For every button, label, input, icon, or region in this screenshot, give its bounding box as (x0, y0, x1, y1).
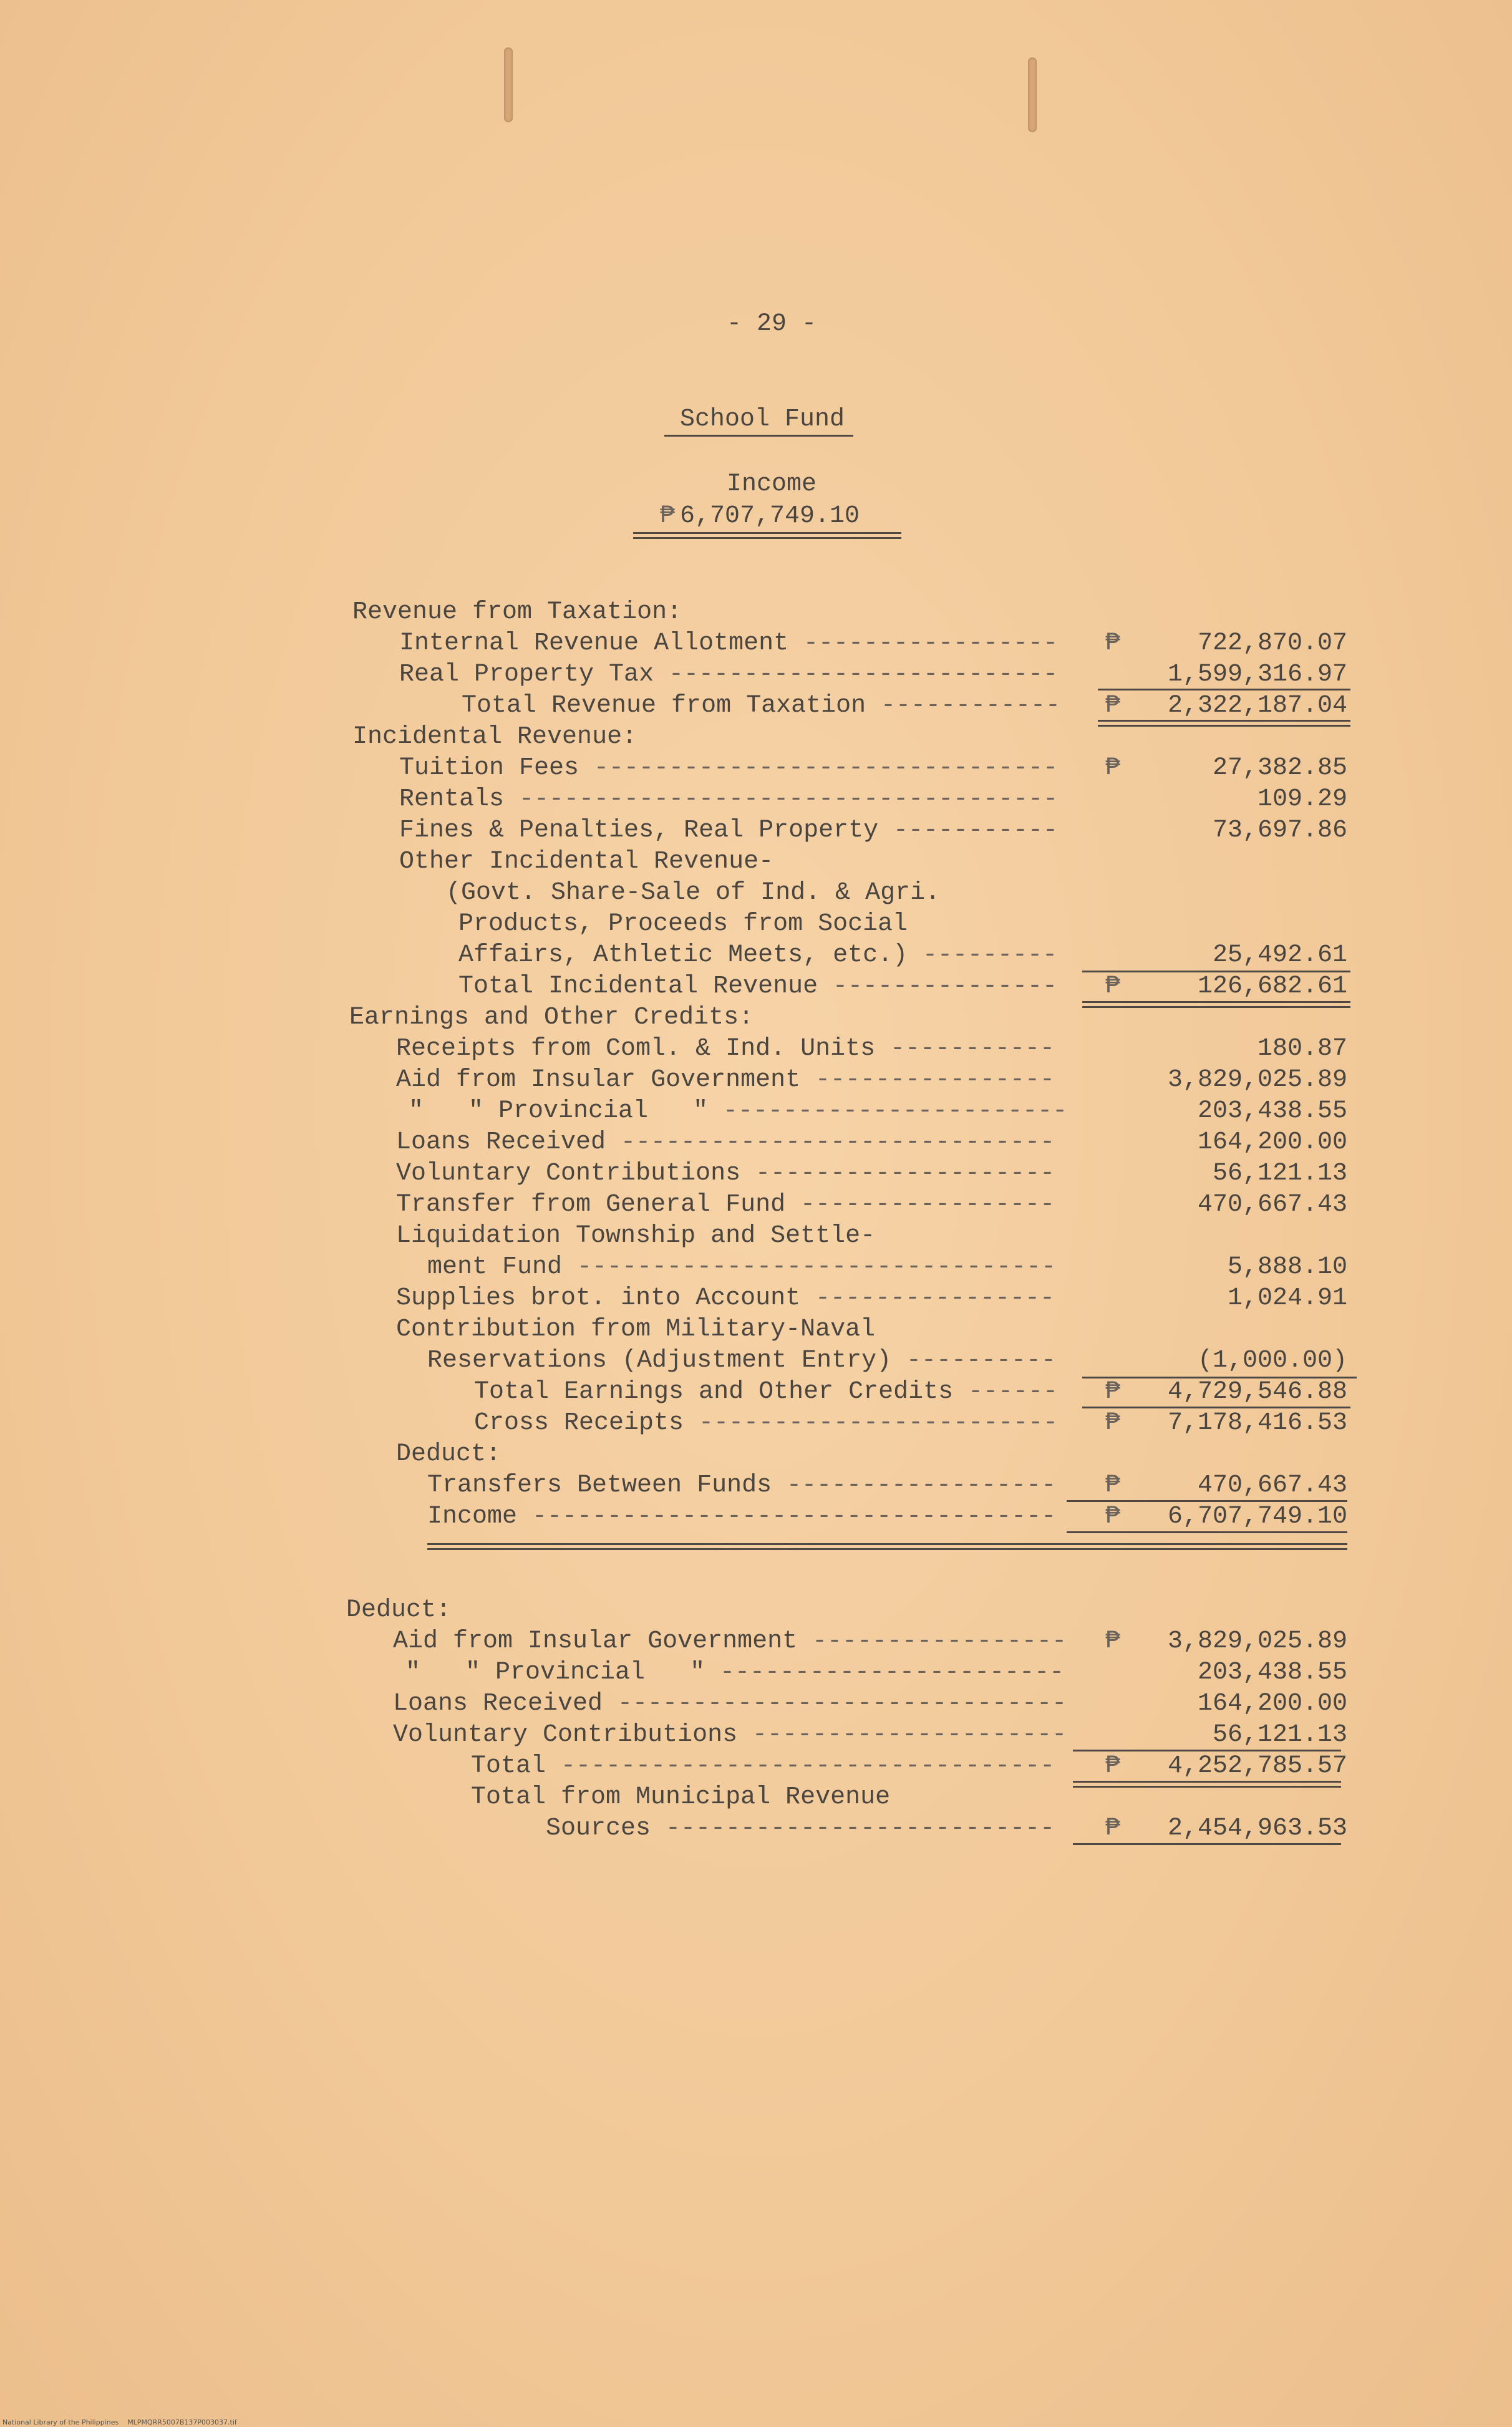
peso-sign: ₱ (1105, 972, 1121, 1000)
dot-leader: ------------------------------- (594, 754, 1059, 782)
dot-leader: -------------------- (755, 1160, 1055, 1188)
dot-leader: ------------------------ (699, 1409, 1059, 1437)
dot-leader: ----------------- (803, 629, 1059, 657)
line-label-total: Total (471, 1752, 546, 1780)
amount-109-29: 109.29 (1257, 785, 1347, 813)
line-label-liquidation-township-and-settle: Liquidation Township and Settle- (396, 1222, 876, 1250)
amount-27-382-85: 27,382.85 (1212, 754, 1347, 782)
amount-3-829-025-89: 3,829,025.89 (1167, 1066, 1347, 1094)
amount-126-682-61: 126,682.61 (1197, 972, 1347, 1000)
peso-sign: ₱ (1105, 1471, 1121, 1499)
line-label-govt-share-sale-of-ind-agri: (Govt. Share-Sale of Ind. & Agri. (446, 879, 941, 907)
dot-leader: ---------------- (815, 1284, 1055, 1312)
underline-rule (1098, 725, 1350, 727)
line-label-supplies-brot-into-account: Supplies brot. into Account (396, 1284, 801, 1312)
line-label-total-revenue-from-taxation: Total Revenue from Taxation (462, 692, 866, 720)
dot-leader: ----------- (890, 1035, 1055, 1063)
line-label-voluntary-contributions: Voluntary Contributions (393, 1721, 738, 1749)
line-label-ment-fund: ment Fund (427, 1253, 563, 1281)
amount-1-024-91: 1,024.91 (1227, 1284, 1347, 1312)
peso-sign: ₱ (1105, 1752, 1121, 1780)
amount-56-121-13: 56,121.13 (1212, 1721, 1347, 1749)
dot-leader: ---------------- (815, 1066, 1055, 1094)
line-label-other-incidental-revenue: Other Incidental Revenue- (399, 848, 774, 876)
amount-3-829-025-89: 3,829,025.89 (1167, 1627, 1347, 1655)
binding-hole-left (504, 47, 513, 122)
amount-164-200-00: 164,200.00 (1197, 1128, 1347, 1156)
dot-leader: -------------------------- (666, 1814, 1055, 1843)
amount-5-888-10: 5,888.10 (1227, 1253, 1347, 1281)
line-label-loans-received: Loans Received (396, 1128, 606, 1156)
underline-rule (1073, 1781, 1341, 1783)
dot-leader: --------------- (833, 972, 1058, 1000)
line-label-transfer-from-general-fund: Transfer from General Fund (396, 1191, 786, 1219)
underline-rule (1067, 1531, 1347, 1533)
line-label-sources: Sources (546, 1814, 651, 1843)
amount-180-87: 180.87 (1257, 1035, 1347, 1063)
amount-1-599-316-97: 1,599,316.97 (1167, 661, 1347, 689)
peso-sign: ₱ (1105, 1378, 1121, 1406)
amount-2-454-963-53: 2,454,963.53 (1167, 1814, 1347, 1843)
dot-leader: ------------------------------ (618, 1690, 1067, 1718)
peso-sign: ₱ (1105, 1627, 1121, 1655)
dot-leader: ------------------ (787, 1471, 1057, 1499)
dot-leader: ------ (968, 1378, 1059, 1406)
dot-leader: ----------------- (812, 1627, 1067, 1655)
line-label-products-proceeds-from-social: Products, Proceeds from Social (458, 910, 908, 938)
peso-sign: ₱ (1105, 1409, 1121, 1437)
dot-leader: --------- (923, 941, 1058, 969)
amount-56-121-13: 56,121.13 (1212, 1160, 1347, 1188)
amount-470-667-43: 470,667.43 (1197, 1471, 1347, 1499)
underline-rule (1073, 1786, 1341, 1788)
amount-203-438-55: 203,438.55 (1197, 1659, 1347, 1687)
amount-722-870-07: 722,870.07 (1197, 629, 1347, 657)
line-label-aid-from-insular-government: Aid from Insular Government (396, 1066, 801, 1094)
underline-rule (427, 1543, 1347, 1545)
dot-leader: --------------------- (752, 1721, 1067, 1749)
underline-rule (1082, 1006, 1350, 1008)
dot-leader: ---------- (906, 1347, 1057, 1375)
amount-164-200-00: 164,200.00 (1197, 1690, 1347, 1718)
amount-25-492-61: 25,492.61 (1212, 941, 1347, 969)
dot-leader: --------------------------------- (561, 1752, 1055, 1780)
amount-6-707-749-10: 6,707,749.10 (1167, 1503, 1347, 1531)
amount-4-252-785-57: 4,252,785.57 (1167, 1752, 1347, 1780)
line-label-total-from-municipal-revenue: Total from Municipal Revenue (471, 1783, 891, 1811)
amount-470-667-43: 470,667.43 (1197, 1191, 1347, 1219)
line-label-loans-received: Loans Received (393, 1690, 603, 1718)
dot-leader: ----------------------------------- (532, 1503, 1057, 1531)
underline-rule (1073, 1843, 1341, 1845)
amount-4-729-546-88: 4,729,546.88 (1167, 1378, 1347, 1406)
dot-leader: ----------------- (800, 1191, 1055, 1219)
page-number: - 29 - (727, 310, 817, 338)
section-heading-taxation: Revenue from Taxation: (352, 598, 682, 626)
line-label-reservations-adjustment-entry: Reservations (Adjustment Entry) (427, 1347, 892, 1375)
line-label-total-earnings-and-other-credits: Total Earnings and Other Credits (474, 1378, 954, 1406)
dot-leader: ----------------------------- (621, 1128, 1055, 1156)
line-label-provincial: " " Provincial " (409, 1097, 709, 1125)
binding-hole-right (1028, 57, 1037, 132)
peso-sign: ₱ (660, 502, 676, 530)
section-heading-incidental: Incidental Revenue: (352, 723, 637, 751)
dot-leader: -------------------------- (669, 661, 1059, 689)
amount-203-438-55: 203,438.55 (1197, 1097, 1347, 1125)
line-label-receipts-from-coml-ind-units: Receipts from Coml. & Ind. Units (396, 1035, 876, 1063)
line-label-voluntary-contributions: Voluntary Contributions (396, 1160, 741, 1188)
peso-sign: ₱ (1105, 1503, 1121, 1531)
section-heading-deduct2: Deduct: (346, 1596, 452, 1624)
line-label-cross-receipts: Cross Receipts (474, 1409, 684, 1437)
income-underline-2 (633, 537, 901, 539)
underline-rule (1082, 1001, 1350, 1003)
income-underline-1 (633, 532, 901, 534)
title-underline (664, 435, 853, 437)
dot-leader: -------------------------------- (577, 1253, 1057, 1281)
amount-2-322-187-04: 2,322,187.04 (1167, 692, 1347, 720)
underline-rule (427, 1548, 1347, 1550)
line-label-contribution-from-military-naval: Contribution from Military-Naval (396, 1315, 876, 1344)
line-label-aid-from-insular-government: Aid from Insular Government (393, 1627, 798, 1655)
income-total: 6,707,749.10 (680, 502, 860, 530)
amount-1-000-00: (1,000.00) (1197, 1347, 1347, 1375)
section-heading-deduct1: Deduct: (396, 1440, 502, 1468)
dot-leader: ------------ (881, 692, 1061, 720)
amount-73-697-86: 73,697.86 (1212, 816, 1347, 845)
archive-footer: National Library of the Philippines MLPMQRR5007B137P003037.tif (2, 2418, 237, 2426)
underline-rule (1098, 720, 1350, 722)
amount-7-178-416-53: 7,178,416.53 (1167, 1409, 1347, 1437)
peso-sign: ₱ (1105, 754, 1121, 782)
line-label-income: Income (427, 1503, 518, 1531)
line-label-real-property-tax: Real Property Tax (399, 661, 654, 689)
line-label-transfers-between-funds: Transfers Between Funds (427, 1471, 772, 1499)
line-label-internal-revenue-allotment: Internal Revenue Allotment (399, 629, 789, 657)
line-label-fines-penalties-real-property: Fines & Penalties, Real Property (399, 816, 879, 845)
line-label-rentals: Rentals (399, 785, 505, 813)
dot-leader: ----------- (893, 816, 1059, 845)
section-heading-earnings: Earnings and Other Credits: (349, 1004, 754, 1032)
line-label-provincial: " " Provincial " (405, 1659, 705, 1687)
income-heading: Income (727, 470, 817, 498)
peso-sign: ₱ (1105, 1814, 1121, 1843)
dot-leader: ------------------------------------ (519, 785, 1059, 813)
peso-sign: ₱ (1105, 692, 1121, 720)
line-label-total-incidental-revenue: Total Incidental Revenue (458, 972, 818, 1000)
line-label-affairs-athletic-meets-etc: Affairs, Athletic Meets, etc.) (458, 941, 908, 969)
page-title: School Fund (680, 405, 845, 434)
peso-sign: ₱ (1105, 629, 1121, 657)
dot-leader: ----------------------- (723, 1097, 1068, 1125)
dot-leader: ----------------------- (720, 1659, 1065, 1687)
line-label-tuition-fees: Tuition Fees (399, 754, 579, 782)
